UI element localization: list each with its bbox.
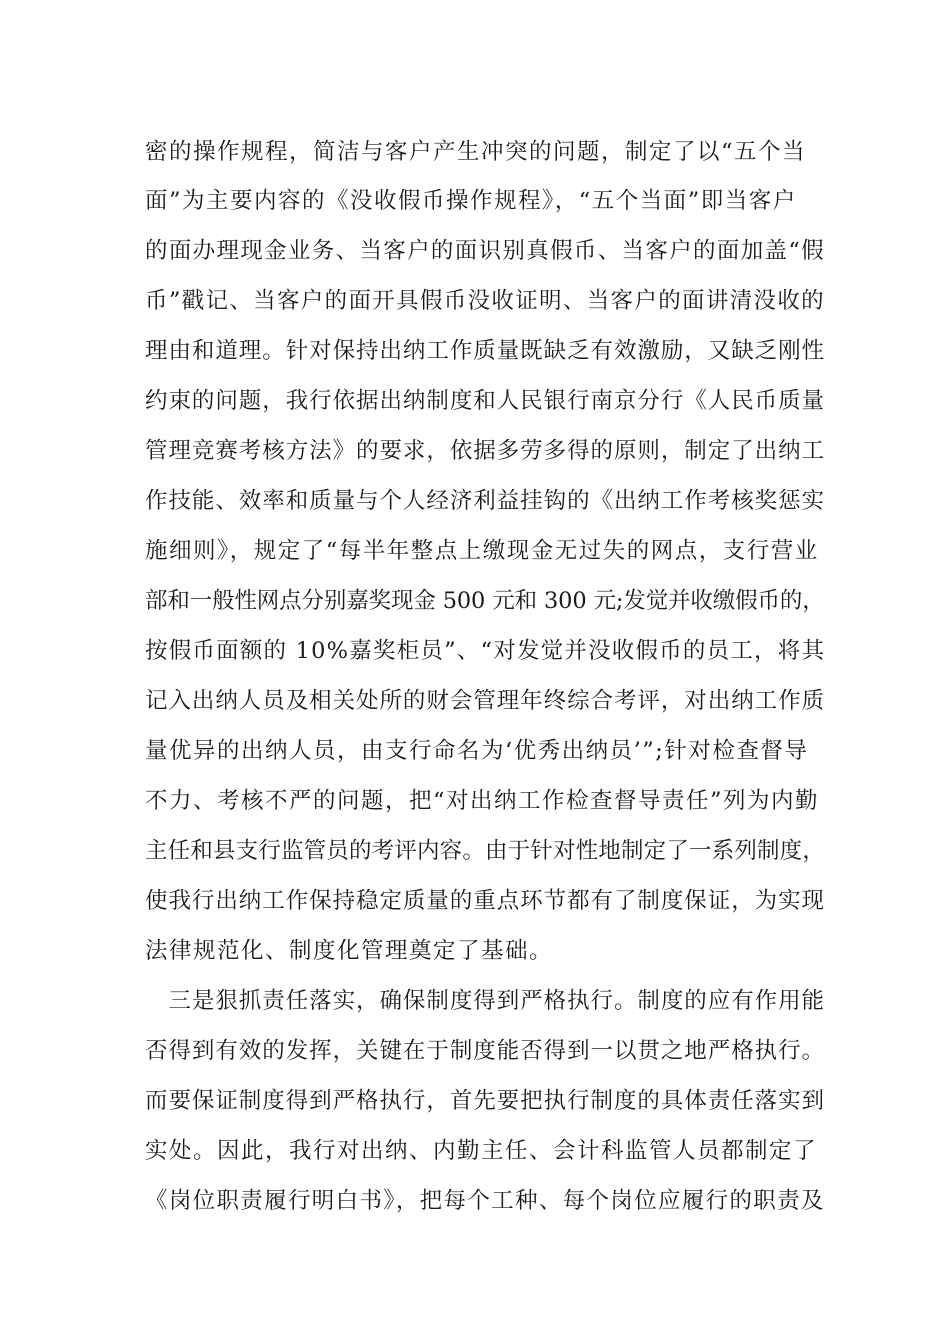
text-line: 施细则》，规定了“每半年整点上缴现金无过失的网点，支行营业 [145,538,819,564]
text-line: 理由和道理。针对保持出纳工作质量既缺乏有效激励，又缺乏刚性 [145,338,826,364]
text-line: 量优异的出纳人员，由支行命名为‘优秀出纳员’”;针对检查督导 [145,738,809,764]
text-line: 的面办理现金业务、当客户的面识别真假币、当客户的面加盖“假 [145,238,826,264]
text-line: 密的操作规程，简洁与客户产生冲突的问题，制定了以“五个当 [145,139,807,165]
text-line: 管理竞赛考核方法》的要求，依据多劳多得的原则，制定了出纳工 [145,438,826,464]
text-line: 部和一般性网点分别嘉奖现金 500 元和 300 元;发觉并收缴假币的， [145,588,825,614]
text-line: 作技能、效率和质量与个人经济利益挂钩的《出纳工作考核奖惩实 [145,488,826,514]
text-line: 《岗位职责履行明白书》，把每个工种、每个岗位应履行的职责及 [145,1188,825,1214]
text-line: 使我行出纳工作保持稳定质量的重点环节都有了制度保证，为实现 [145,888,826,914]
text-line: 不力、考核不严的问题，把“对出纳工作检查督导责任”列为内勤 [145,788,820,814]
text-line: 实处。因此，我行对出纳、内勤主任、会计科监管人员都制定了 [145,1138,818,1164]
text-line: 按假币面额的 10%嘉奖柜员”、“对发觉并没收假币的员工，将其 [145,638,826,664]
text-line: 否得到有效的发挥，关键在于制度能否得到一以贯之地严格执行。 [145,1038,826,1064]
text-line: 三是狠抓责任落实，确保制度得到严格执行。制度的应有作用能 [145,988,826,1014]
text-line: 记入出纳人员及相关处所的财会管理年终综合考评，对出纳工作质 [145,688,826,714]
text-line: 约束的问题，我行依据出纳制度和人民银行南京分行《人民币质量 [145,388,826,414]
text-line: 法律规范化、制度化管理奠定了基础。 [145,938,554,964]
text-line: 币”戳记、当客户的面开具假币没收证明、当客户的面讲清没收的 [145,288,826,314]
text-line: 面”为主要内容的《没收假币操作规程》，“五个当面”即当客户 [145,188,797,214]
text-line: 而要保证制度得到严格执行，首先要把执行制度的具体责任落实到 [145,1088,826,1114]
text-line: 主任和县支行监管员的考评内容。由于针对性地制定了一系列制度， [145,838,826,864]
